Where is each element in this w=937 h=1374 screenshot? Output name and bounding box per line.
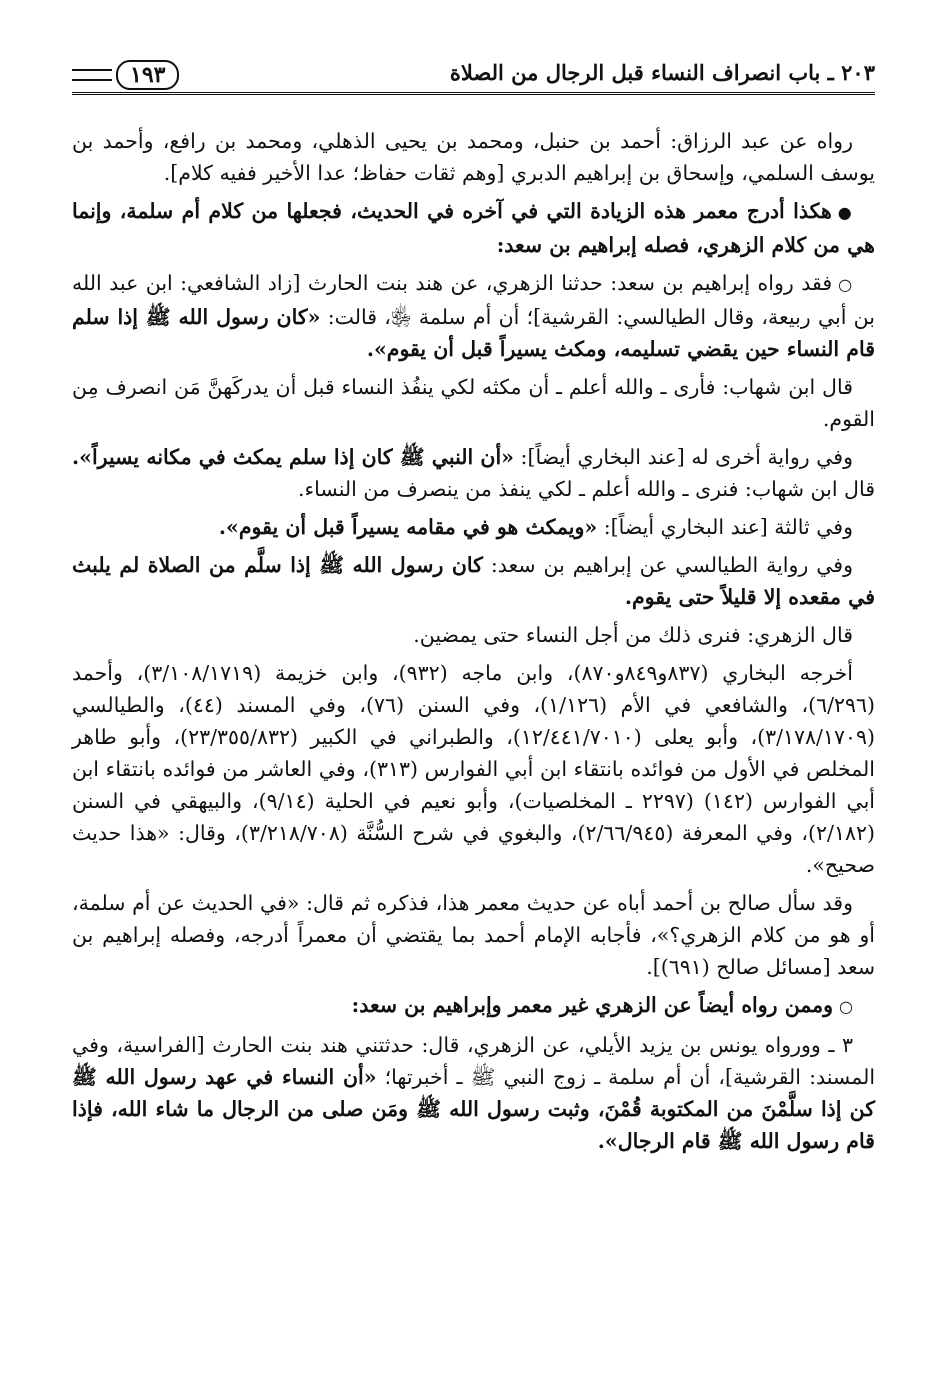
text-run: قال ابن شهاب: فأرى ـ والله أعلم ـ أن مكثه لكي ينفُذ النساء قبل أن يدركَهنَّ مَن انصرف مِن القوم.	[72, 375, 875, 431]
bullet-marker: ○	[839, 997, 853, 1016]
text-run: ٣ ـ وورواه يونس بن يزيد الأيلي، عن الزهري، قال: حدثتني هند بنت الحارث [الفراسية، وفي المسند: القرشية]، أن أم سلمة ـ زوج النبي ﷺ ـ أخبرتها؛	[72, 1033, 876, 1089]
text-run: وفي ثالثة [عند البخاري أيضاً]:	[597, 515, 853, 539]
page-header	[72, 0, 875, 95]
paragraph	[72, 549, 875, 613]
page-number-ornament	[72, 60, 183, 90]
text-run: أخرجه البخاري (٨٣٧و٨٤٩و٨٧٠)، وابن ماجه (٩٣٢)، وابن خزيمة (٣/١٠٨/١٧١٩)، وأحمد (٦/٢٩٦)، والشافعي في الأم (١/١٢٦)، وفي السنن (٧٦)، وفي المسند (٤٤)، والطيالسي (٣/١٧٨/١٧٠٩)، وأبو يعلى (١٢/٤٤١/٧٠١٠)، والطبراني في الكبير (٢٣/٣٥٥/٨٣٢)، وأبو طاهر المخلص في الأول من فوائده بانتقاء ابن أبي الفوارس (٣١٣)، وفي العاشر من فوائده بانتقاء ابن أبي الفوارس (١٤٢) (٢٢٩٧ ـ المخلصيات)، وأبو نعيم في الحلية (٩/١٤)، والبيهقي في السنن (٢/١٨٢)، وفي المعرفة (٢/٦٦/٩٤٥)، والبغوي في شرح السُّنَّة (٣/٢١٨/٧٠٨)، وقال: «هذا حديث صحيح».	[72, 661, 876, 877]
paragraph	[72, 195, 875, 261]
text-run: قال ابن شهاب: فنرى ـ والله أعلم ـ لكي ينفذ من ينصرف من النساء.	[298, 477, 875, 501]
bold-text: وممن رواه أيضاً عن الزهري غير معمر وإبراهيم بن سعد:	[351, 993, 834, 1017]
paragraph	[72, 887, 875, 983]
paragraph	[72, 511, 875, 543]
bold-text: «أن النساء في عهد رسول الله ﷺ كن إذا سلَّمْنَ من المكتوبة قُمْنَ، وثبت رسول الله ﷺ ومَن صلى من الرجال ما شاء الله، فإذا قام رسول الله ﷺ قام الرجال».	[72, 1065, 875, 1153]
paragraph	[72, 1029, 875, 1157]
page-number: ١٩٣	[116, 60, 179, 90]
bold-text: «ويمكث هو في مقامه يسيراً قبل أن يقوم».	[218, 515, 598, 539]
text-run: فقد رواه إبراهيم بن سعد: حدثنا الزهري، عن هند بنت الحارث [زاد الشافعي: ابن عبد الله بن أبي ربيعة، وقال الطيالسي: القرشية]؛ أن أم سلمة ﵂، قالت:	[72, 271, 875, 329]
text-run: وقد سأل صالح بن أحمد أباه عن حديث معمر هذا، فذكره ثم قال: «في الحديث عن أم سلمة، أو هو من كلام الزهري؟»، فأجابه الإمام أحمد بما يقتضي أن معمراً أدرجه، وفصله إبراهيم بن سعد [مسائل صالح (٦٩١)].	[72, 891, 875, 979]
text-run: وفي رواية أخرى له [عند البخاري أيضاً]:	[513, 445, 853, 469]
bold-text: «أن النبي ﷺ كان إذا سلم يمكث في مكانه يسيراً».	[72, 445, 514, 469]
paragraph	[72, 441, 875, 505]
paragraph	[72, 125, 875, 189]
text-run: رواه عن عبد الرزاق: أحمد بن حنبل، ومحمد بن يحيى الذهلي، ومحمد بن رافع، وأحمد بن يوسف السلمي، وإسحاق بن إبراهيم الدبري [وهم ثقات حفاظ؛ عدا الأخير ففيه كلام].	[72, 129, 875, 185]
paragraph	[72, 619, 875, 651]
paragraph	[72, 657, 875, 881]
bold-text: كان رسول الله ﷺ إذا سلَّم من الصلاة لم يلبث في مقعده إلا قليلاً حتى يقوم.	[72, 553, 875, 609]
text-run: قال الزهري: فنرى ذلك من أجل النساء حتى يمضين.	[413, 623, 853, 647]
bold-text: «كان رسول الله ﷺ إذا سلم قام النساء حين يقضي تسليمه، ومكث يسيراً قبل أن يقوم».	[72, 305, 875, 361]
bullet-marker: ○	[838, 275, 853, 294]
bullet-marker: ●	[837, 203, 853, 222]
paragraph	[72, 371, 875, 435]
chapter-title: ٢٠٣ ـ باب انصراف النساء قبل الرجال من الصلاة	[449, 60, 875, 85]
paragraph	[72, 989, 875, 1023]
paragraph	[72, 267, 875, 365]
page-body	[72, 125, 875, 1157]
bold-text: هكذا أدرج معمر هذه الزيادة التي في آخره في الحديث، فجعلها من كلام أم سلمة، وإنما هي من كلام الزهري، فصله إبراهيم بن سعد:	[72, 199, 875, 257]
ornament-lines	[72, 69, 112, 81]
text-run: وفي رواية الطيالسي عن إبراهيم بن سعد:	[482, 553, 853, 577]
